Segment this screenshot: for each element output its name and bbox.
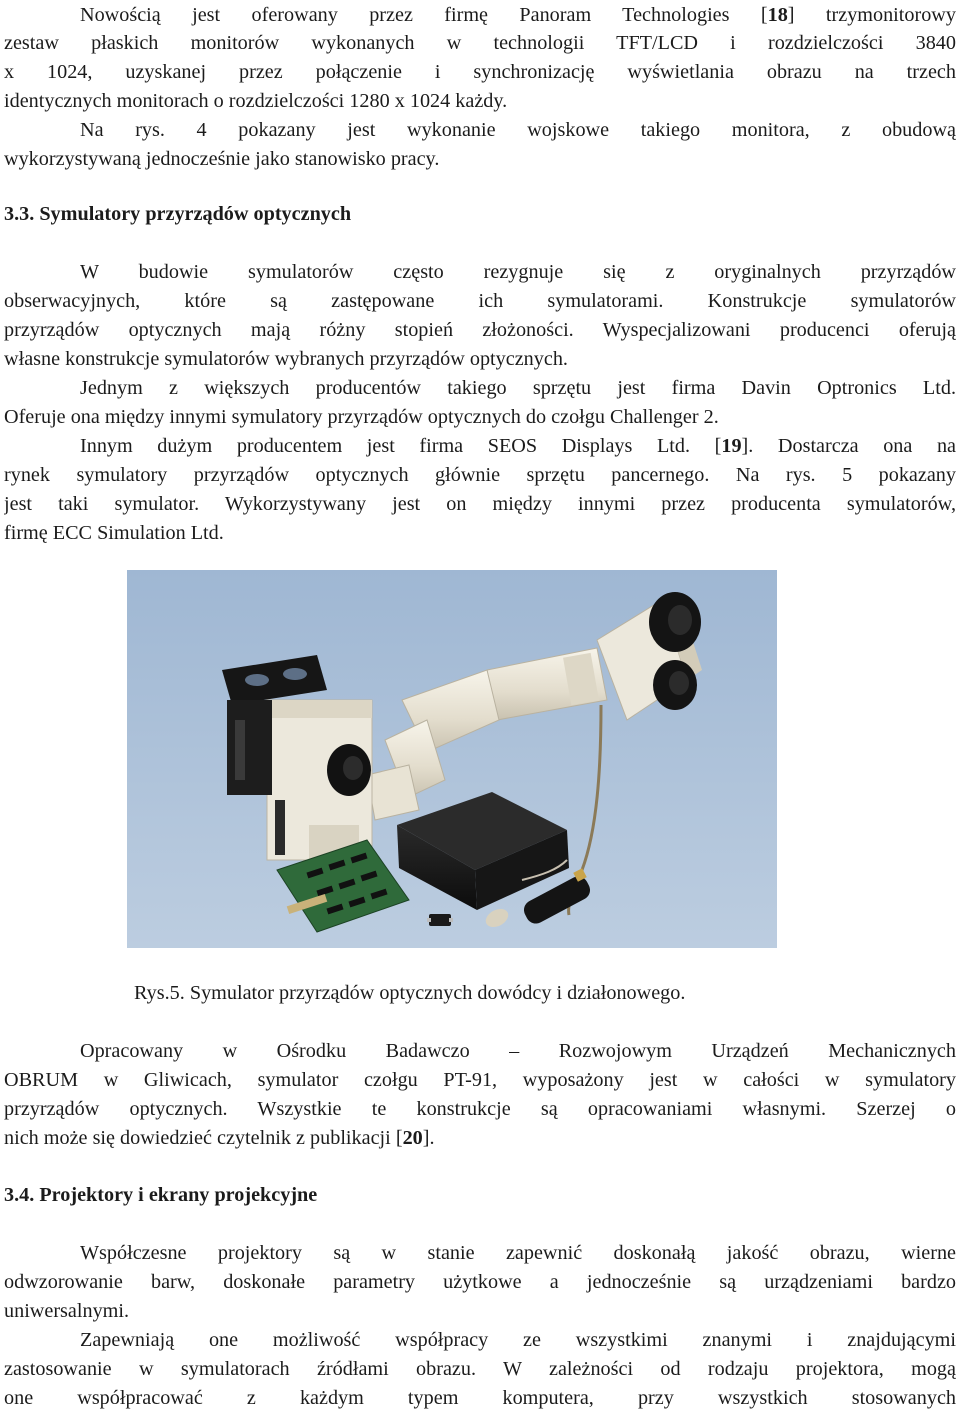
section-heading: 3.4. Projektory i ekrany projekcyjne [4, 1184, 318, 1206]
paragraph-line: identycznych monitorach o rozdzielczości 1280 x 1024 każdy. [4, 90, 508, 112]
paragraph-line: Oferuje ona między innymi symulatory przyrządów optycznych do czołgu Challenger 2. [4, 406, 719, 428]
citation-ref: 18 [767, 4, 788, 26]
paragraph-line: przyrządów optycznych mają różny stopień złożoności. Wyspecjalizowani producenci oferują [4, 319, 956, 341]
paragraph-line: Nowością jest oferowany przez firmę Panoram Technologies [18] trzymonitorowy [80, 4, 956, 26]
paragraph-line: x 1024, uzyskanej przez połączenie i synchronizację wyświetlania obrazu na trzech [4, 61, 956, 83]
paragraph-line: Współczesne projektory są w stanie zapewnić doskonałą jakość obrazu, wierne [80, 1242, 956, 1264]
paragraph-line: Opracowany w Ośrodku Badawczo – Rozwojowym Urządzeń Mechanicznych [80, 1040, 956, 1062]
paragraph-line: Jednym z większych producentów takiego sprzętu jest firma Davin Optronics Ltd. [80, 377, 956, 399]
paragraph-line: odwzorowanie barw, doskonałe parametry użytkowe a jednocześnie są urządzeniami bardzo [4, 1271, 956, 1293]
paragraph-line: przyrządów optycznych. Wszystkie te konstrukcje są opracowaniami własnymi. Szerzej o [4, 1098, 956, 1120]
paragraph-line: Na rys. 4 pokazany jest wykonanie wojskowe takiego monitora, z obudową [80, 119, 956, 141]
paragraph-line: uniwersalnymi. [4, 1300, 130, 1322]
paragraph-line: zastosowanie w symulatorach źródłami obrazu. W zależności od rodzaju projektora, mogą [4, 1358, 956, 1380]
paragraph-line: Innym dużym producentem jest firma SEOS Displays Ltd. [19]. Dostarcza ona na [80, 435, 956, 457]
paragraph-line: własne konstrukcje symulatorów wybranych przyrządów optycznych. [4, 348, 568, 370]
figure-caption: Rys.5. Symulator przyrządów optycznych dowódcy i działonowego. [134, 982, 686, 1004]
citation-ref: 19 [721, 435, 742, 457]
paragraph-line: wykorzystywaną jednocześnie jako stanowisko pracy. [4, 148, 440, 170]
paragraph-line: W budowie symulatorów często rezygnuje się z oryginalnych przyrządów [80, 261, 956, 283]
paragraph-line: nich może się dowiedzieć czytelnik z publikacji [20]. [4, 1127, 435, 1149]
paragraph-line: obserwacyjnych, które są zastępowane ich symulatorami. Konstrukcje symulatorów [4, 290, 956, 312]
simulator-photo [127, 570, 777, 948]
section-heading: 3.3. Symulatory przyrządów optycznych [4, 203, 352, 225]
paragraph-line: rynek symulatory przyrządów optycznych głównie sprzętu pancernego. Na rys. 5 pokazany [4, 464, 956, 486]
paragraph-line: zestaw płaskich monitorów wykonanych w technologii TFT/LCD i rozdzielczości 3840 [4, 32, 956, 54]
paragraph-line: jest taki symulator. Wykorzystywany jest on między innymi przez producenta symulatorów, [4, 493, 956, 515]
paragraph-line: OBRUM w Gliwicach, symulator czołgu PT-91, wyposażony jest w całości w symulatory [4, 1069, 956, 1091]
paragraph-line: firmę ECC Simulation Ltd. [4, 522, 224, 544]
paragraph-line: one współpracować z każdym typem komputera, przy wszystkich stosowanych [4, 1387, 956, 1409]
citation-ref: 20 [402, 1127, 423, 1149]
paragraph-line: Zapewniają one możliwość współpracy ze wszystkimi znanymi i znajdującymi [80, 1329, 956, 1351]
